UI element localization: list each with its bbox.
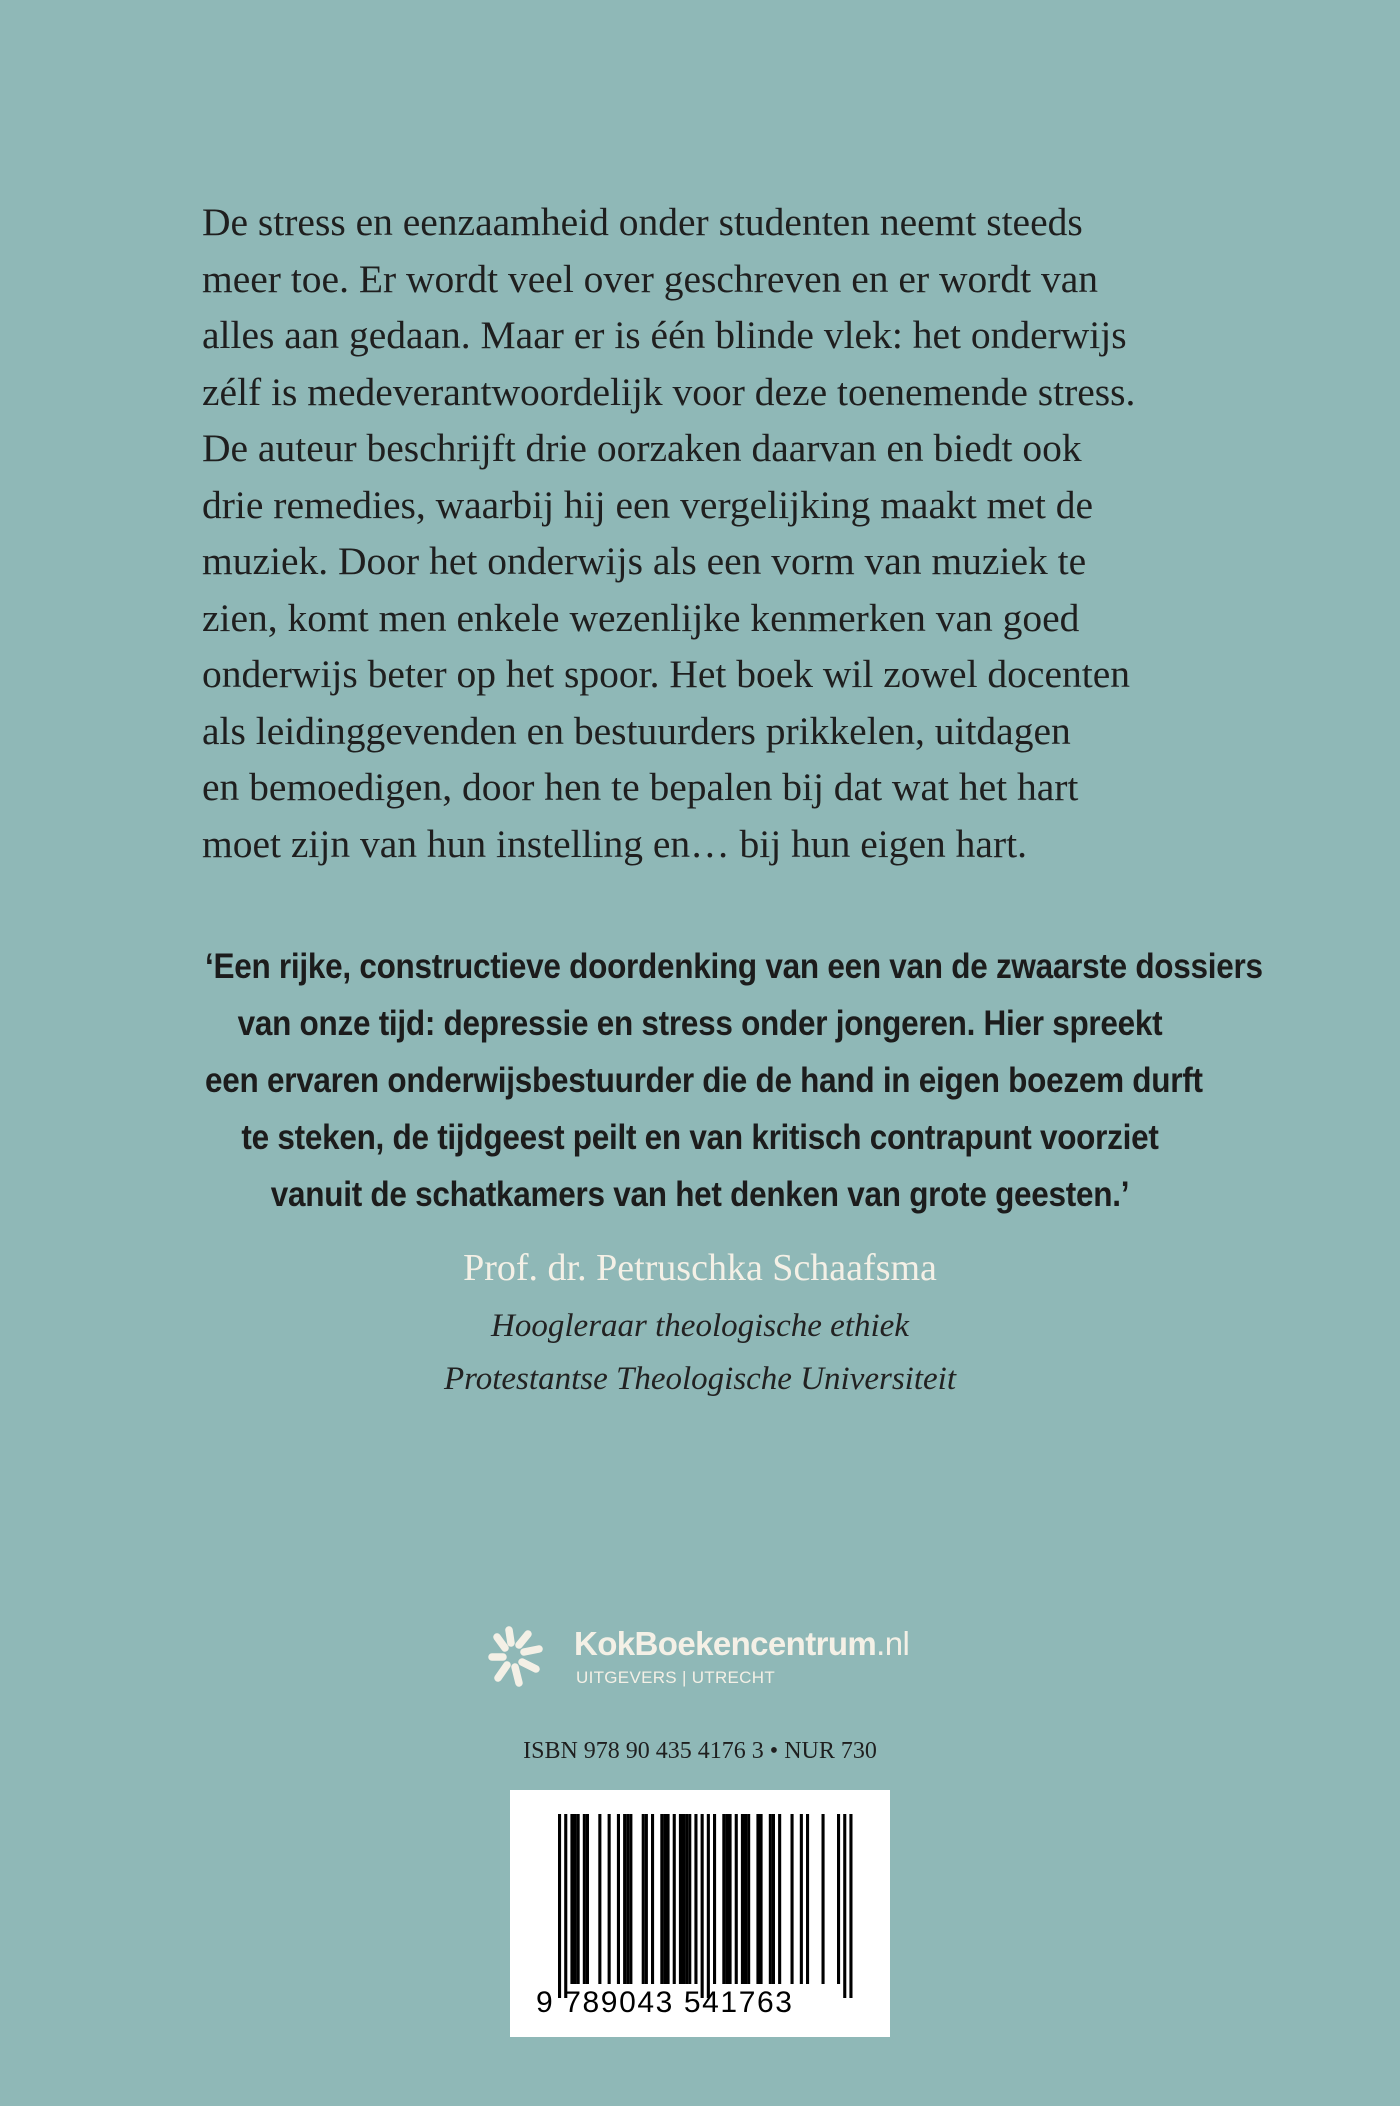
barcode-bar (608, 1814, 611, 1984)
barcode-bar (769, 1814, 772, 1984)
barcode-bar (806, 1814, 809, 1984)
barcode-bar (626, 1814, 629, 1984)
barcode-bar (617, 1814, 620, 1984)
barcode-digits: 9 789043 541763 (536, 1986, 794, 2019)
barcode-bar (849, 1814, 852, 1998)
publisher-name (574, 1626, 909, 1662)
barcode-bar (843, 1814, 846, 1998)
barcode-bar (725, 1814, 728, 1984)
barcode-bar (741, 1814, 744, 1984)
blurb-line: zien, komt men enkele wezenlijke kenmerken van goed (202, 595, 1080, 640)
barcode-bar (577, 1814, 580, 1984)
publisher-brand: KokBoekencentrum (574, 1625, 877, 1662)
barcode-bar (679, 1814, 682, 1984)
blurb-line: moet zijn van hun instelling en… bij hun eigen hart. (202, 821, 1027, 866)
blurb-line: als leidinggevenden en bestuurders prikkelen, uitdagen (202, 708, 1071, 753)
barcode-bar (586, 1814, 589, 1984)
barcode-bar (558, 1814, 561, 1998)
barcode-bar (570, 1814, 573, 1984)
barcode-bar (756, 1814, 759, 1984)
quote-line: een ervaren onderwijsbestuurder die de hand in eigen boezem durft (205, 1061, 1203, 1100)
blurb-line: De auteur beschrijft drie oorzaken daarvan en biedt ook (202, 426, 1082, 470)
author-institution: Protestantse Theologische Universiteit (443, 1361, 957, 1397)
barcode-bar (688, 1814, 691, 1984)
quote-line: ‘Een rijke, constructieve doordenking van een van de zwaarste dossiers (205, 947, 1263, 986)
barcode-bar (722, 1814, 725, 1984)
barcode-bar (747, 1814, 750, 1984)
barcode-bar (574, 1814, 577, 1984)
barcode-bar (822, 1814, 825, 1984)
barcode-bar (707, 1814, 710, 1998)
barcode-bar (660, 1814, 663, 1984)
blurb-line: muziek. Door het onderwijs als een vorm van muziek te (202, 539, 1087, 583)
barcode-bar (701, 1814, 704, 1998)
barcode-bar (729, 1814, 732, 1984)
quote-line: vanuit de schatkamers van het denken van grote geesten.’ (270, 1175, 1130, 1214)
barcode-bar (837, 1814, 840, 1984)
publisher-subtitle: UITGEVERS | UTRECHT (576, 1668, 776, 1687)
blurb-line: zélf is medeverantwoordelijk voor deze toenemende stress. (202, 369, 1136, 414)
barcode-bar (667, 1814, 670, 1984)
blurb-line: drie remedies, waarbij hij een vergelijking maakt met de (202, 482, 1093, 527)
barcode-bar (800, 1814, 803, 1984)
blurb-line: onderwijs beter op het spoor. Het boek wil zowel docenten (202, 652, 1130, 696)
barcode-bar (642, 1814, 645, 1984)
endorsement-author: Prof. dr. Petruschka Schaafsma (463, 1247, 937, 1289)
barcode-bar (663, 1814, 666, 1984)
back-cover-blurb (202, 194, 1212, 872)
barcode-bar (735, 1814, 738, 1984)
barcode-bar (598, 1814, 601, 1984)
barcode-bar (791, 1814, 794, 1984)
blurb-line: meer toe. Er wordt veel over geschreven en er wordt van (202, 256, 1099, 301)
barcode-bar (645, 1814, 648, 1984)
barcode-bar (673, 1814, 676, 1984)
quote-line: te steken, de tijdgeest peilt en van kritisch contrapunt voorziet (241, 1118, 1159, 1157)
isbn-barcode (510, 1790, 890, 2037)
barcode-bar (651, 1814, 654, 1984)
endorsement-quote (205, 938, 1263, 1223)
barcode-bar (772, 1814, 775, 1984)
publisher-tld: .nl (876, 1625, 910, 1662)
barcode-bar (564, 1814, 567, 1998)
barcode-bar (760, 1814, 763, 1984)
barcode-bar (629, 1814, 632, 1984)
barcode-bar (685, 1814, 688, 1984)
barcode-bar (713, 1814, 716, 1984)
publisher-logo (488, 1612, 928, 1692)
quote-line: van onze tijd: depressie en stress onder jongeren. Hier spreekt (237, 1004, 1163, 1043)
author-role: Hoogleraar theologische ethiek (491, 1308, 909, 1344)
barcode-bar (778, 1814, 781, 1984)
barcode-bar (744, 1814, 747, 1984)
isbn-nur: ISBN 978 90 435 4176 3 • NUR 730 (523, 1738, 877, 1764)
barcode-bar (682, 1814, 685, 1984)
kokboekencentrum-logo-icon (488, 1612, 548, 1698)
blurb-line: en bemoedigen, door hen te bepalen bij dat wat het hart (202, 765, 1079, 809)
barcode-bar (694, 1814, 697, 1984)
barcode-bar (623, 1814, 626, 1984)
blurb-line: De stress en eenzaamheid onder studenten neemt steeds (202, 200, 1083, 244)
blurb-line: alles aan gedaan. Maar er is één blinde vlek: het onderwijs (202, 313, 1127, 357)
barcode-bar (583, 1814, 586, 1984)
